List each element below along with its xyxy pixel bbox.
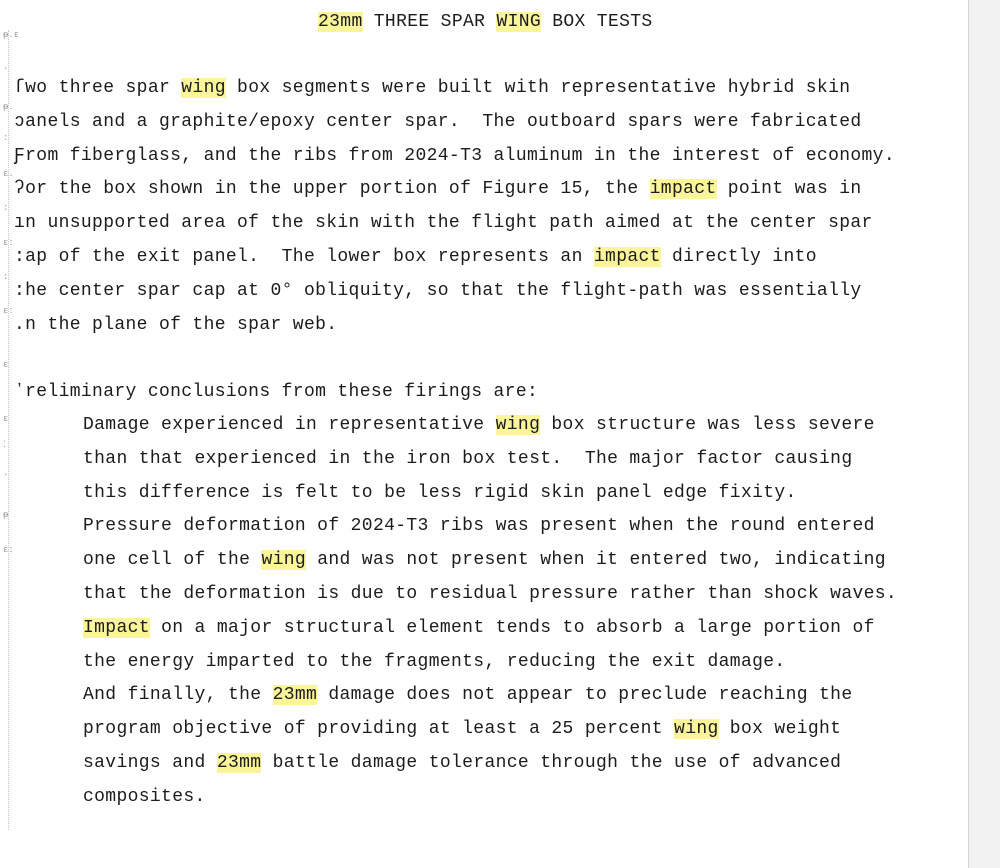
p1-line xyxy=(14,178,862,200)
left-margin-rule xyxy=(8,30,9,830)
highlight-wing: WING xyxy=(496,12,542,32)
p2-line xyxy=(83,515,875,537)
highlight-term: wing xyxy=(495,415,541,435)
p2-line xyxy=(83,786,206,808)
p2-line xyxy=(83,752,841,774)
highlight-23mm: 23mm xyxy=(318,12,363,32)
text-run: :ap of the exit panel. The lower box represents an xyxy=(14,247,594,267)
text-run: the energy imparted to the fragments, reducing the exit damage. xyxy=(83,651,786,672)
p2-line xyxy=(83,651,786,673)
text-run: and was not present when it entered two, indicating xyxy=(306,550,886,571)
gutter-mark: ε xyxy=(3,360,9,370)
highlight-term: impact xyxy=(649,179,717,200)
text-run: :he center spar cap at 0° obliquity, so that the flight-path was essentially xyxy=(14,280,862,301)
highlight-term: Impact xyxy=(83,617,150,638)
highlight-term: 23mm xyxy=(272,685,318,706)
p1-line xyxy=(14,77,850,99)
p2-line xyxy=(83,414,875,436)
text-run: Ƒrom fiberglass, and the ribs from 2024-T3 aluminum in the interest of economy. xyxy=(14,145,895,166)
text-run: program objective of providing at least a 25 percent xyxy=(83,719,675,740)
highlight-term: wing xyxy=(181,78,226,98)
gutter-mark: : xyxy=(3,203,9,213)
text-run: battle damage tolerance through the use of advanced xyxy=(261,753,842,773)
gutter-mark: ᵽ. xyxy=(3,102,14,112)
text-run: point was in xyxy=(716,179,862,200)
highlight-term: impact xyxy=(593,247,661,267)
highlight-term: wing xyxy=(261,550,307,571)
gutter-mark: ᵽ xyxy=(3,510,9,520)
p2-line xyxy=(83,448,852,470)
text-run: Damage experienced in representative xyxy=(83,415,496,435)
text-run: damage does not appear to preclude reaching the xyxy=(317,685,853,706)
page-edge-strip xyxy=(968,0,1000,868)
gutter-mark: ɛ: xyxy=(3,545,14,555)
text-run: Pressure deformation of 2024-T3 ribs was present when the round entered xyxy=(83,516,875,537)
conclusions-intro: ʼreliminary conclusions from these firings are: xyxy=(14,382,539,402)
text-run: ın unsupported area of the skin with the flight path aimed at the center spar xyxy=(14,213,873,234)
gutter-mark: ɛ xyxy=(3,414,9,424)
p1-line xyxy=(14,280,862,302)
text-run: than that experienced in the iron box test. The major factor causing xyxy=(83,448,853,469)
text-run: that the deformation is due to residual pressure rather than shock waves. xyxy=(83,584,898,604)
text-run: And finally, the xyxy=(83,685,273,706)
p2-line xyxy=(83,684,853,706)
text-run: ↄanels and a graphite/epoxy center spar. The outboard spars were fabricated xyxy=(14,111,862,132)
text-run: on a major structural element tends to absorb a large portion of xyxy=(149,617,875,638)
p2-line xyxy=(83,549,886,571)
text-run: this difference is felt to be less rigid skin panel edge fixity. xyxy=(83,482,797,503)
gutter-mark: · xyxy=(3,470,9,480)
page-title: 23mm THREE SPAR WING BOX TESTS xyxy=(318,12,653,32)
highlight-term: 23mm xyxy=(216,753,262,773)
gutter-mark: · xyxy=(3,64,9,74)
gutter-mark: ɛ: xyxy=(3,238,14,248)
p1-line xyxy=(14,212,873,234)
p2-line xyxy=(83,482,797,504)
gutter-mark: : xyxy=(3,133,9,143)
gutter-mark: : xyxy=(3,272,9,282)
p1-line xyxy=(14,145,895,167)
p1-line xyxy=(14,111,862,133)
highlight-term: wing xyxy=(674,719,719,740)
text-run: composites. xyxy=(83,786,206,807)
gutter-mark: ɛ: xyxy=(3,306,14,316)
text-run: one cell of the xyxy=(83,550,262,571)
text-run: savings and xyxy=(83,753,217,773)
gutter-mark: ɛ. xyxy=(3,169,14,179)
p2-line xyxy=(83,718,841,740)
text-run: .n the plane of the spar web. xyxy=(14,314,338,335)
p2-line xyxy=(83,617,875,639)
text-run: ſwo three spar xyxy=(14,78,182,98)
text-run: box structure was less severe xyxy=(540,415,875,435)
p1-line xyxy=(14,314,337,336)
gutter-mark: ⁚ xyxy=(3,440,6,450)
text-run: directly into xyxy=(660,247,817,267)
gutter-mark: ᵽ.ε xyxy=(3,30,20,40)
p1-line xyxy=(14,246,817,268)
text-run: box segments were built with representative hybrid skin xyxy=(225,78,851,98)
p2-line xyxy=(83,583,897,605)
text-run: ʔor the box shown in the upper portion of Figure 15, the xyxy=(14,179,650,200)
text-run: box weight xyxy=(718,719,842,740)
